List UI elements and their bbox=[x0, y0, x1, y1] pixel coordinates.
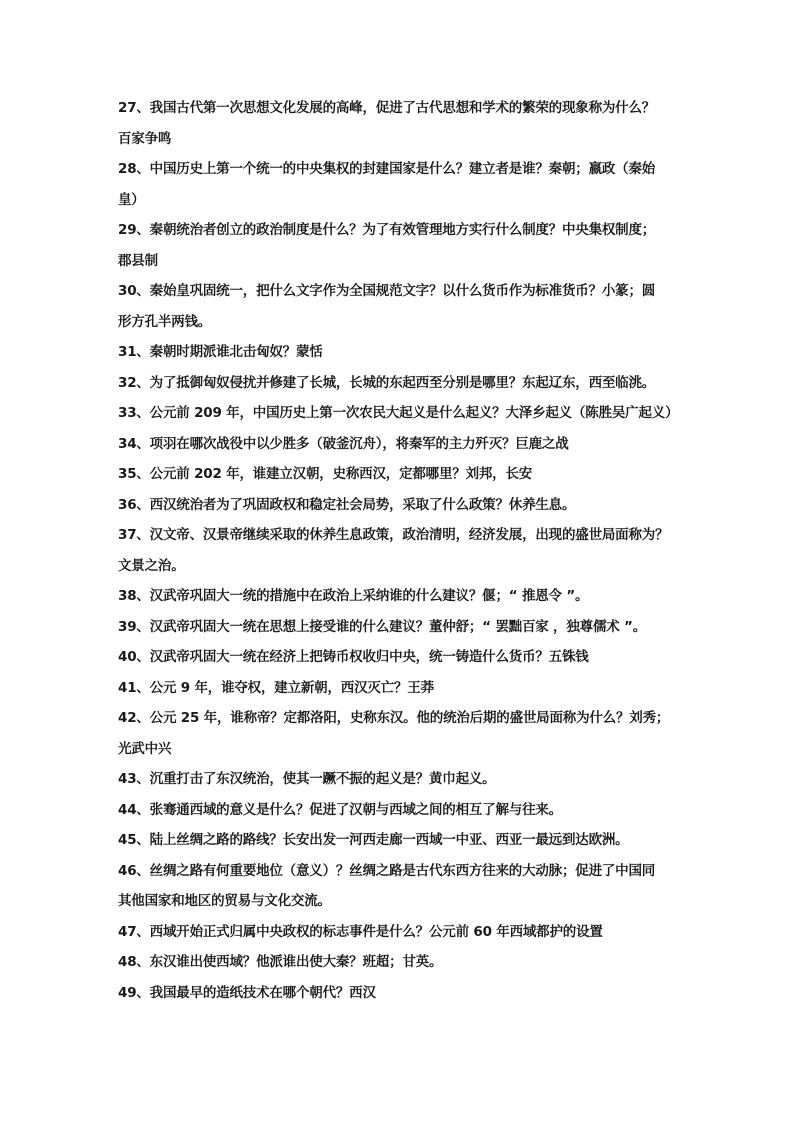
text-line: 47、西域开始正式归属中央政权的标志事件是什么？公元前 60 年西域都护的设置 bbox=[118, 923, 603, 940]
text-line: 31、秦朝时期派谁北击匈奴？蒙恬 bbox=[118, 344, 323, 360]
text-line: 其他国家和地区的贸易与文化交流。 bbox=[118, 893, 331, 909]
text-line: 32、为了抵御匈奴侵扰并修建了长城，长城的东起西至分别是哪里？东起辽东，西至临洮。 bbox=[118, 374, 656, 391]
text-line: 37、汉文帝、汉景帝继续采取的休养生息政策，政治清明，经济发展，出现的盛世局面称为？ bbox=[118, 527, 669, 543]
text-line: 49、我国最早的造纸技术在哪个朝代？西汉 bbox=[118, 984, 376, 1001]
text-line: 35、公元前 202 年，谁建立汉朝，史称西汉，定都哪里？刘邦，长安 bbox=[118, 466, 533, 482]
text-line: 36、西汉统治者为了巩固政权和稳定社会局势，采取了什么政策？休养生息。 bbox=[118, 496, 576, 513]
text-line: 39、汉武帝巩固大一统在思想上接受谁的什么建议？董仲舒；“ 罢黜百家 ，独尊儒术 ”。 bbox=[118, 618, 647, 635]
text-line: 40、汉武帝巩固大一统在经济上把铸币权收归中央，统一铸造什么货币？五铢钱 bbox=[118, 649, 589, 665]
text-line: 郡县制 bbox=[118, 252, 158, 269]
text-line: 42、公元 25 年，谁称帝？定都洛阳，史称东汉。他的统治后期的盛世局面称为什么？刘秀； bbox=[118, 710, 670, 726]
text-line: 33、公元前 209 年，中国历史上第一次农民大起义是什么起义？大泽乡起义（陈胜吴广起义） bbox=[118, 405, 679, 421]
text-line: 皇） bbox=[118, 191, 145, 208]
text-line: 34、项羽在哪次战役中以少胜多（破釜沉舟），将秦军的主力歼灭？巨鹿之战 bbox=[118, 435, 569, 452]
text-line: 38、汉武帝巩固大一统的措施中在政治上采纳谁的什么建议？偃；“ 推恩令 ”。 bbox=[118, 588, 589, 604]
text-line: 28、中国历史上第一个统一的中央集权的封建国家是什么？建立者是谁？秦朝；嬴政（秦始 bbox=[118, 161, 656, 177]
text-line: 48、东汉谁出使西域？他派谁出使大秦？班超；甘英。 bbox=[118, 954, 443, 970]
text-line: 46、丝绸之路有何重要地位（意义）？丝绸之路是古代东西方往来的大动脉；促进了中国同 bbox=[118, 862, 656, 879]
text-line: 43、沉重打击了东汉统治，使其一蹶不振的起义是？黄巾起义。 bbox=[118, 771, 496, 787]
text-line: 光武中兴 bbox=[118, 740, 172, 757]
text-line: 百家争鸣 bbox=[118, 130, 172, 147]
text-line: 41、公元 9 年，谁夺权，建立新朝，西汉灭亡？王莽 bbox=[118, 679, 434, 696]
text-line: 29、秦朝统治者创立的政治制度是什么？为了有效管理地方实行什么制度？中央集权制度； bbox=[118, 222, 656, 238]
text-line: 30、秦始皇巩固统一，把什么文字作为全国规范文字？以什么货币作为标准货币？小篆；圆 bbox=[118, 283, 656, 299]
document-page bbox=[118, 100, 686, 1015]
text-line: 形方孔半两钱。 bbox=[118, 313, 212, 330]
text-line: 45、陆上丝绸之路的路线？长安出发一河西走廊一西域一中亚、西亚一最远到达欧洲。 bbox=[118, 832, 629, 848]
text-line: 44、张骞通西域的意义是什么？促进了汉朝与西域之间的相互了解与往来。 bbox=[118, 801, 562, 818]
text-line: 27、我国古代第一次思想文化发展的高峰，促进了古代思想和学术的繁荣的现象称为什么？ bbox=[118, 100, 656, 116]
text-line: 文景之治。 bbox=[118, 557, 185, 574]
